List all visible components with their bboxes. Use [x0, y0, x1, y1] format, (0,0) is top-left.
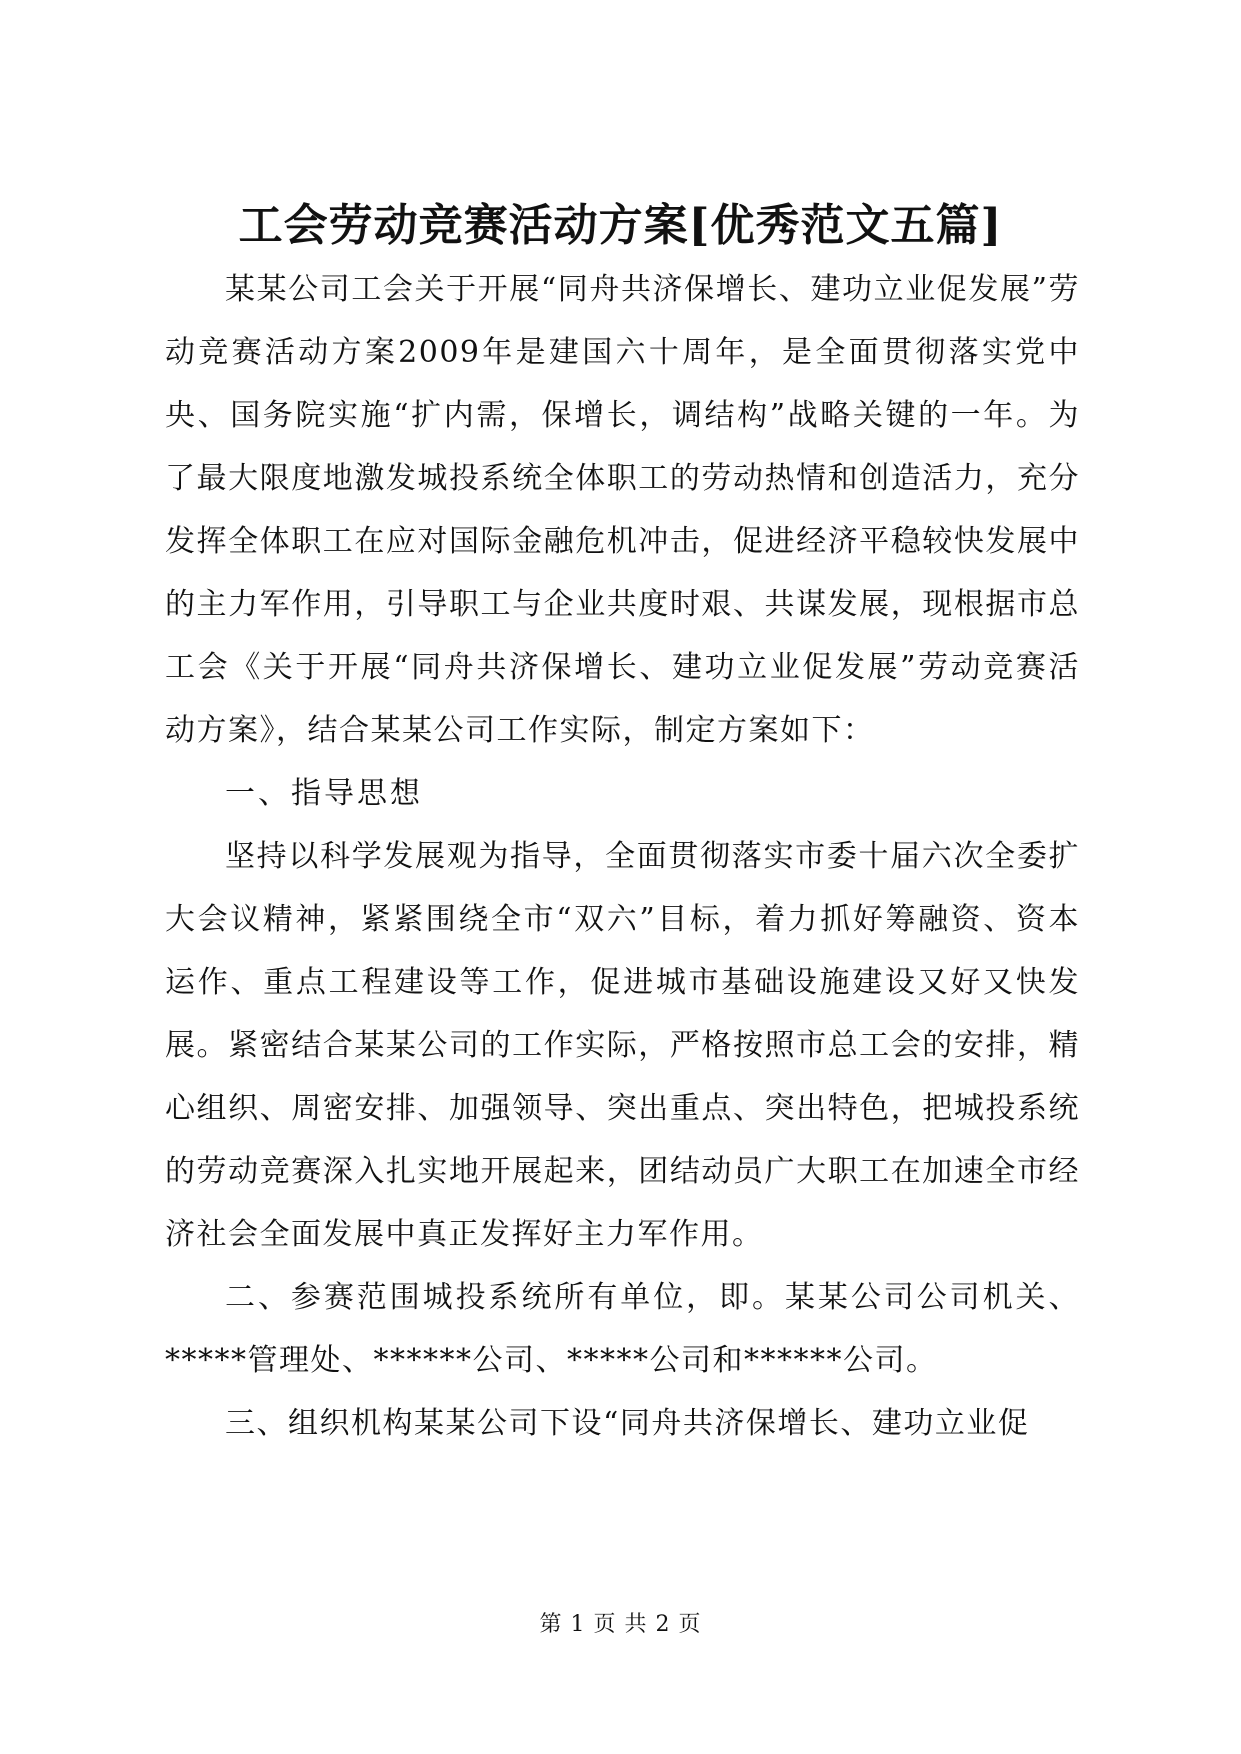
intro-paragraph: 某某公司工会关于开展“同舟共济保增长、建功立业促发展”劳动竞赛活动方案2009年是建国六十周年，是全面贯彻落实党中央、国务院实施“扩内需，保增长，调结构”战略关键的一年。为了最大限度地激发城投系统全体职工的劳动热情和创造活力，充分发挥全体职工在应对国际金融危机冲击，促进经济平稳较快发展中的主力军作用，引导职工与企业共度时艰、共谋发展，现根据市总工会《关于开展“同舟共济保增长、建功立业促发展”劳动竞赛活动方案》，结合某某公司工作实际，制定方案如下： [165, 272, 1080, 748]
organization-paragraph: 三、组织机构某某公司下设“同舟共济保增长、建功立业促 [225, 1406, 1030, 1441]
guiding-ideology-paragraph: 坚持以科学发展观为指导，全面贯彻落实市委十届六次全委扩大会议精神，紧紧围绕全市“双六”目标，着力抓好筹融资、资本运作、重点工程建设等工作，促进城市基础设施建设又好又快发展。紧密结合某某公司的工作实际，严格按照市总工会的安排，精心组织、周密安排、加强领导、突出重点、突出特色，把城投系统的劳动竞赛深入扎实地开展起来，团结动员广大职工在加速全市经济社会全面发展中真正发挥好主力军作用。 [165, 839, 1080, 1252]
document-title: 工会劳动竞赛活动方案[优秀范文五篇] [238, 200, 1003, 251]
document-body [165, 258, 1080, 1455]
section-heading-guiding-ideology: 一、指导思想 [225, 776, 423, 811]
participation-scope-paragraph: 二、参赛范围城投系统所有单位，即。某某公司公司机关、*****管理处、******公司、*****公司和******公司。 [165, 1280, 1080, 1378]
page-footer: 第 1 页 共 2 页 [539, 1612, 702, 1637]
